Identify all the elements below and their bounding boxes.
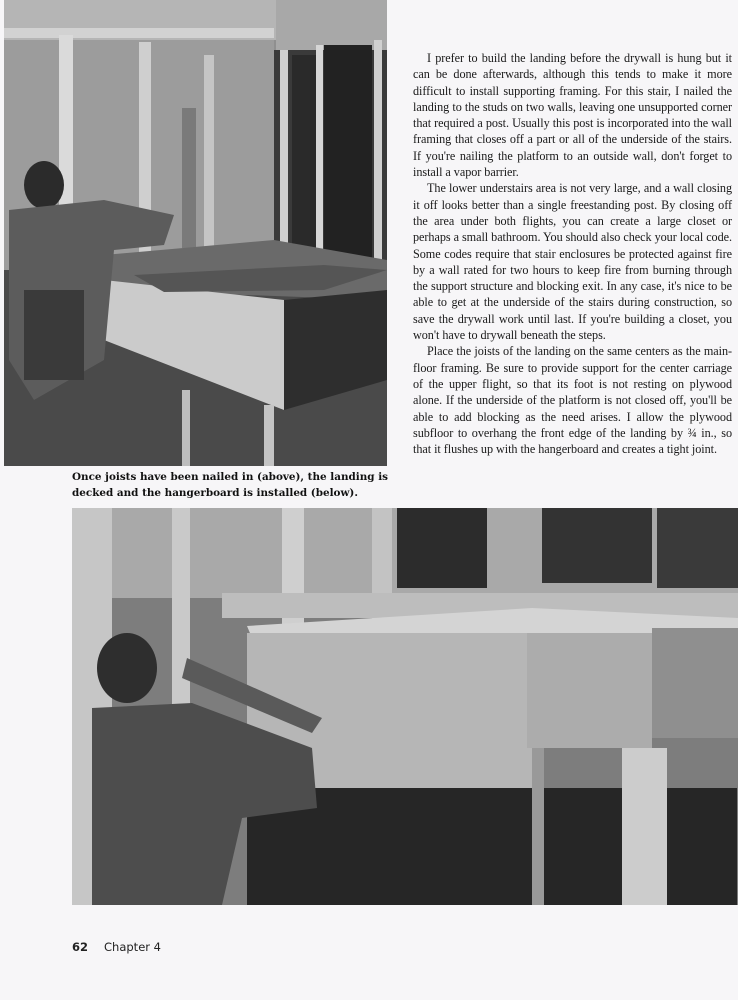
photo-hangerboard-install — [72, 508, 738, 905]
running-head: Chapter 4 — [104, 940, 161, 954]
photo-hangerboard-install-image — [72, 508, 738, 905]
body-paragraph: Place the joists of the landing on the same centers as the main-floor framing. Be sure to provide support for the center carriage of the upper flight, so that its foot is not resting on plywood alone. If the underside of the platform is not closed off, you'll be able to add blocking as the need arises. I allow the plywood subfloor to overhang the front edge of the landing by ¾ in., so that it flushes up with the hangerboard and creates a tight joint. — [413, 344, 732, 457]
page-footer — [72, 940, 161, 954]
page-number: 62 — [72, 940, 89, 954]
figure-caption: Once joists have been nailed in (above), the landing is decked and the hangerboard is installed (below). — [72, 471, 388, 499]
body-paragraph: The lower understairs area is not very large, and a wall closing it off looks better than a single freestanding post. By closing off the area under both flights, you can create a large closet or perhaps a small bathroom. You should also check your local code. Some codes require that stair enclosures be protected against fire by a wall rated for two hours to keep fire from burning through the support structure and blocking exit. In any case, it's nice to be able to get at the underside of the stairs during construction, so save the drywall work until last. If you're building a closet, you won't have to drywall beneath the steps. — [413, 181, 732, 343]
body-text-column — [413, 50, 732, 457]
photo-landing-joists — [4, 0, 387, 466]
photo-landing-joists-image — [4, 0, 387, 466]
body-paragraph: I prefer to build the landing before the drywall is hung but it can be done afterwards, although this tends to make it more difficult to install supporting framing. For this stair, I nailed the landing to the studs on two walls, leaving one unsupported corner that required a post. Usually this post is incorporated into the wall framing that closes off a part or all of the underside of the stairs. If you're nailing the platform to an outside wall, don't forget to install a vapor barrier. — [413, 51, 732, 180]
